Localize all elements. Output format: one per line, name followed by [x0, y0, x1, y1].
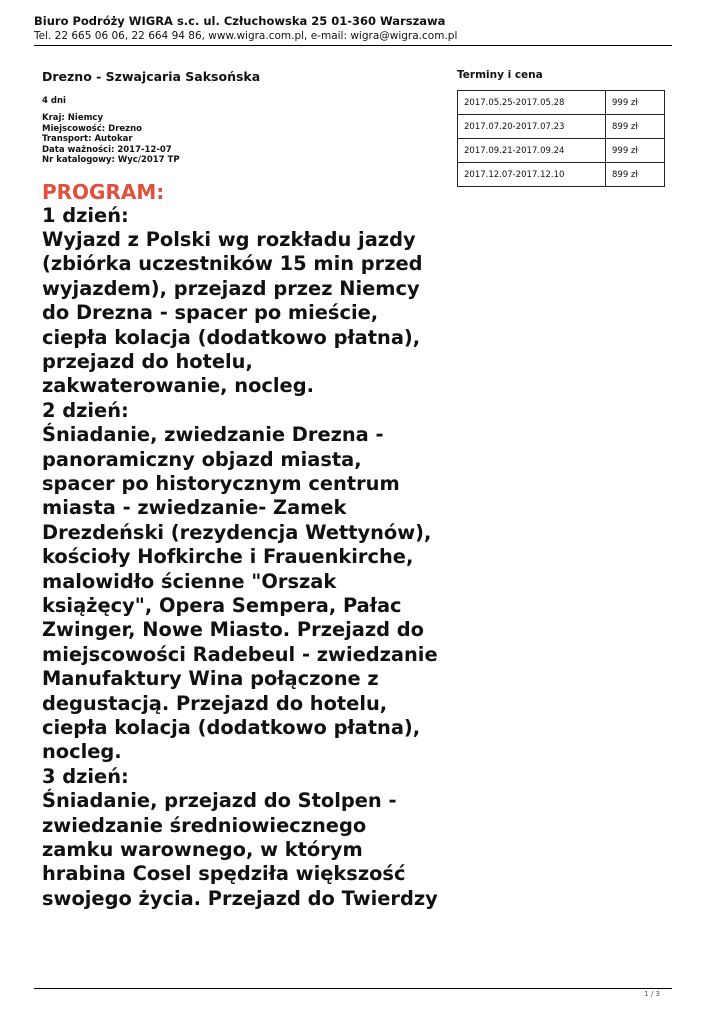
- program-line: miasta - zwiedzanie- Zamek: [42, 496, 347, 520]
- program-line: kościoły Hofkirche i Frauenkirche,: [42, 545, 414, 569]
- meta-valid-date: Data ważności: 2017-12-07: [42, 144, 172, 155]
- program-line: książęcy", Opera Sempera, Pałac: [42, 594, 402, 617]
- program-line: przejazd do hotelu,: [42, 349, 253, 373]
- meta-country: Kraj: Niemcy: [42, 113, 104, 123]
- program-line: 1 dzień:: [42, 203, 129, 227]
- terms-title: Terminy i cena: [457, 69, 543, 81]
- header-divider: [34, 45, 672, 46]
- program-line: wyjazdem), przejazd przez Niemcy: [42, 276, 420, 300]
- program-line: 2 dzień:: [42, 398, 129, 422]
- program-line: Wyjazd z Polski wg rozkładu jazdy: [42, 227, 416, 251]
- program-line: panoramiczny objazd miasta,: [42, 447, 362, 471]
- program-line: swojego życia. Przejazd do Twierdzy: [42, 886, 438, 910]
- program-line: zamku warownego, w którym: [42, 838, 363, 862]
- trip-meta: [42, 113, 442, 166]
- program-line: Śniadanie, zwiedzanie Drezna -: [42, 423, 384, 447]
- meta-city: Miejscowość: Drezno: [42, 123, 142, 134]
- terms-row: [458, 115, 665, 139]
- program-line: hrabina Cosel spędziła większość: [42, 862, 406, 886]
- company-name: Biuro Podróży WIGRA s.c. ul. Człuchowska 25 01-360 Warszawa: [34, 14, 446, 28]
- program-text: [42, 204, 462, 912]
- term-price: 899 zł: [606, 115, 665, 139]
- terms-table: [457, 90, 665, 187]
- term-price: 899 zł: [606, 163, 665, 187]
- terms-row: [458, 91, 665, 115]
- term-price: 999 zł: [606, 139, 665, 163]
- program-line: degustacją. Przejazd do hotelu,: [42, 691, 388, 715]
- trip-duration: 4 dni: [42, 96, 66, 106]
- footer-divider: [34, 988, 672, 989]
- program-line: zakwaterowanie, nocleg.: [42, 374, 314, 398]
- trip-details: [42, 68, 442, 911]
- meta-transport: Transport: Autokar: [42, 134, 133, 144]
- term-dates: 2017.12.07-2017.12.10: [458, 163, 606, 187]
- program-line: do Drezna - spacer po mieście,: [42, 301, 379, 325]
- term-dates: 2017.09.21-2017.09.24: [458, 139, 606, 163]
- program-line: ciepła kolacja (dodatkowo płatna),: [42, 716, 421, 740]
- program-heading: PROGRAM:: [42, 179, 165, 204]
- program-line: malowidło ścienne "Orszak: [42, 569, 337, 593]
- trip-title: Drezno - Szwajcaria Saksońska: [42, 69, 261, 84]
- program-line: miejscowości Radebeul - zwiedzanie: [42, 642, 438, 666]
- program-line: 3 dzień:: [42, 764, 129, 788]
- program-line: spacer po historycznym centrum: [42, 471, 400, 495]
- terms-row: [458, 163, 665, 187]
- term-dates: 2017.05.25-2017.05.28: [458, 91, 606, 115]
- program-line: nocleg.: [42, 740, 122, 764]
- page-number: 1 / 3: [644, 990, 660, 998]
- document-header: [34, 14, 674, 43]
- program-line: Drezdeński (rezydencja Wettynów),: [42, 520, 432, 544]
- term-price: 999 zł: [606, 91, 665, 115]
- term-dates: 2017.07.20-2017.07.23: [458, 115, 606, 139]
- meta-catalog-number: Nr katalogowy: Wyc/2017 TP: [42, 155, 180, 165]
- program-line: ciepła kolacja (dodatkowo płatna),: [42, 325, 421, 349]
- program-line: (zbiórka uczestników 15 min przed: [42, 252, 423, 276]
- program-line: Śniadanie, przejazd do Stolpen -: [42, 789, 397, 813]
- company-contact: Tel. 22 665 06 06, 22 664 94 86, www.wigra.com.pl, e-mail: wigra@wigra.com.pl: [34, 30, 458, 42]
- terms-row: [458, 139, 665, 163]
- program-line: Zwinger, Nowe Miasto. Przejazd do: [42, 618, 424, 642]
- program-line: zwiedzanie średniowiecznego: [42, 813, 367, 837]
- program-line: Manufaktury Wina połączone z: [42, 667, 379, 691]
- terms-and-prices: [457, 68, 667, 187]
